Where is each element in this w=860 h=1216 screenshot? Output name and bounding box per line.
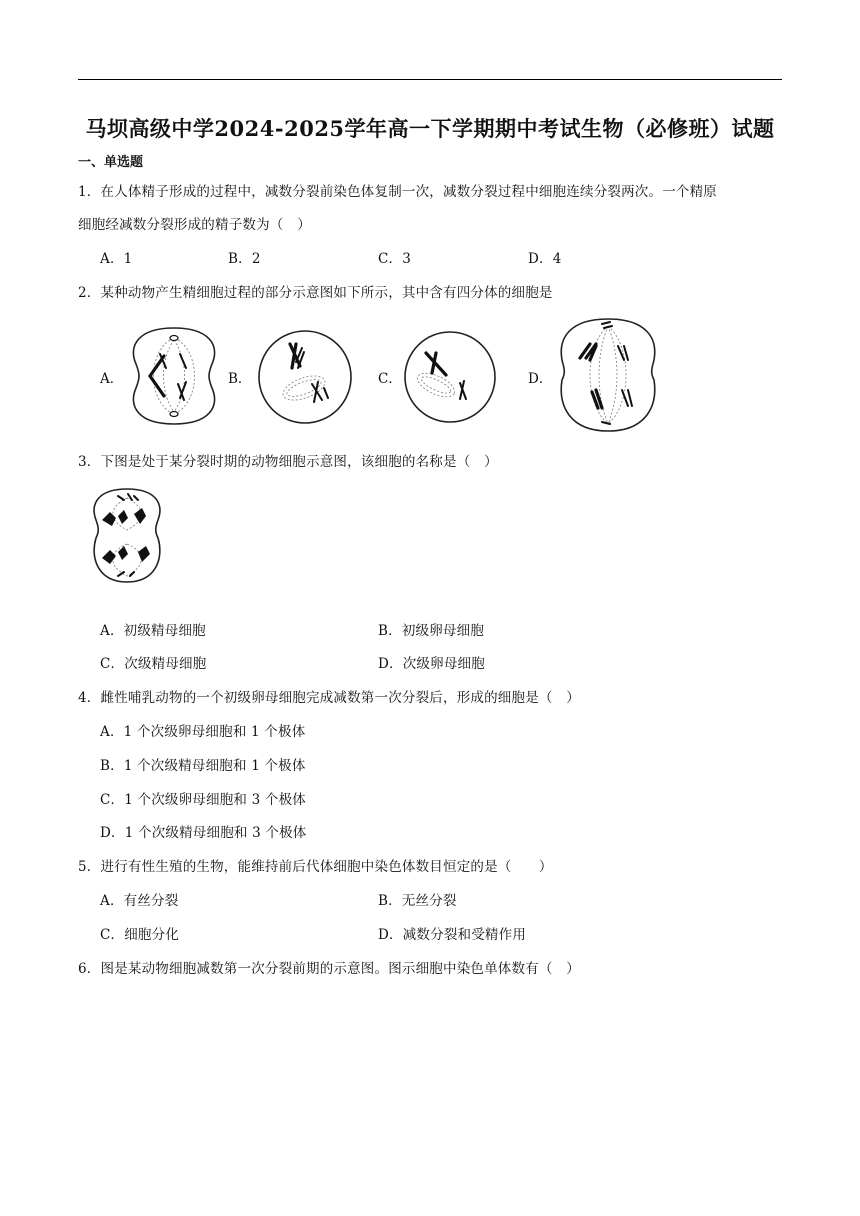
cell-diagram-d (554, 316, 662, 434)
question-2-figure-label-a: A． (100, 371, 124, 387)
question-4-line-1: 4．雌性哺乳动物的一个初级卵母细胞完成减数第一次分裂后，形成的细胞是（ ） (78, 690, 580, 706)
question-2-figure-label-b: B． (228, 371, 252, 387)
question-1-line-2: 细胞经减数分裂形成的精子数为（ ） (78, 217, 311, 233)
question-3-line-1: 3．下图是处于某分裂时期的动物细胞示意图，该细胞的名称是（ ） (78, 454, 498, 470)
question-4-option-a: A．1 个次级卵母细胞和 1 个极体 (100, 724, 306, 740)
question-6-line-1: 6．图是某动物细胞减数第一次分裂前期的示意图。图示细胞中染色单体数有（ ） (78, 961, 580, 977)
question-3-option-c: C．次级精母细胞 (100, 656, 207, 672)
question-5-line-1: 5．进行有性生殖的生物，能维持前后代体细胞中染色体数目恒定的是（ ） (78, 859, 553, 875)
question-1-option-d: D．4 (528, 251, 562, 267)
cell-diagram-a (120, 324, 228, 428)
header-rule (78, 79, 782, 80)
question-5-option-c: C．细胞分化 (100, 927, 180, 943)
question-5-option-a: A．有丝分裂 (100, 893, 179, 909)
question-4-option-b: B．1 个次级精母细胞和 1 个极体 (100, 758, 306, 774)
cell-diagram-c (402, 329, 498, 425)
question-1-option-a: A．1 (100, 251, 133, 267)
question-5-option-b: B．无丝分裂 (378, 893, 457, 909)
question-3-option-a: A．初级精母细胞 (100, 623, 206, 639)
cell-diagram-b (256, 328, 354, 426)
question-2-figure-label-c: C． (378, 371, 402, 387)
cell-diagram-q3 (88, 486, 166, 586)
section-heading: 一、单选题 (78, 155, 144, 170)
page-title: 马坝高级中学2024-2025学年高一下学期期中考试生物（必修班）试题 (85, 116, 775, 141)
question-4-option-c: C．1 个次级卵母细胞和 3 个极体 (100, 792, 306, 808)
question-1-option-c: C．3 (378, 251, 412, 267)
question-2-line-1: 2．某种动物产生精细胞过程的部分示意图如下所示，其中含有四分体的细胞是 (78, 285, 553, 301)
question-4-option-d: D．1 个次级精母细胞和 3 个极体 (100, 825, 307, 841)
question-2-figure-label-d: D． (528, 371, 553, 387)
question-3-option-b: B．初级卵母细胞 (378, 623, 485, 639)
question-1-line-1: 1．在人体精子形成的过程中，减数分裂前染色体复制一次，减数分裂过程中细胞连续分裂两次。一个精原 (78, 184, 717, 200)
question-1-option-b: B．2 (228, 251, 261, 267)
question-5-option-d: D．减数分裂和受精作用 (378, 927, 527, 943)
question-3-option-d: D．次级卵母细胞 (378, 656, 485, 672)
